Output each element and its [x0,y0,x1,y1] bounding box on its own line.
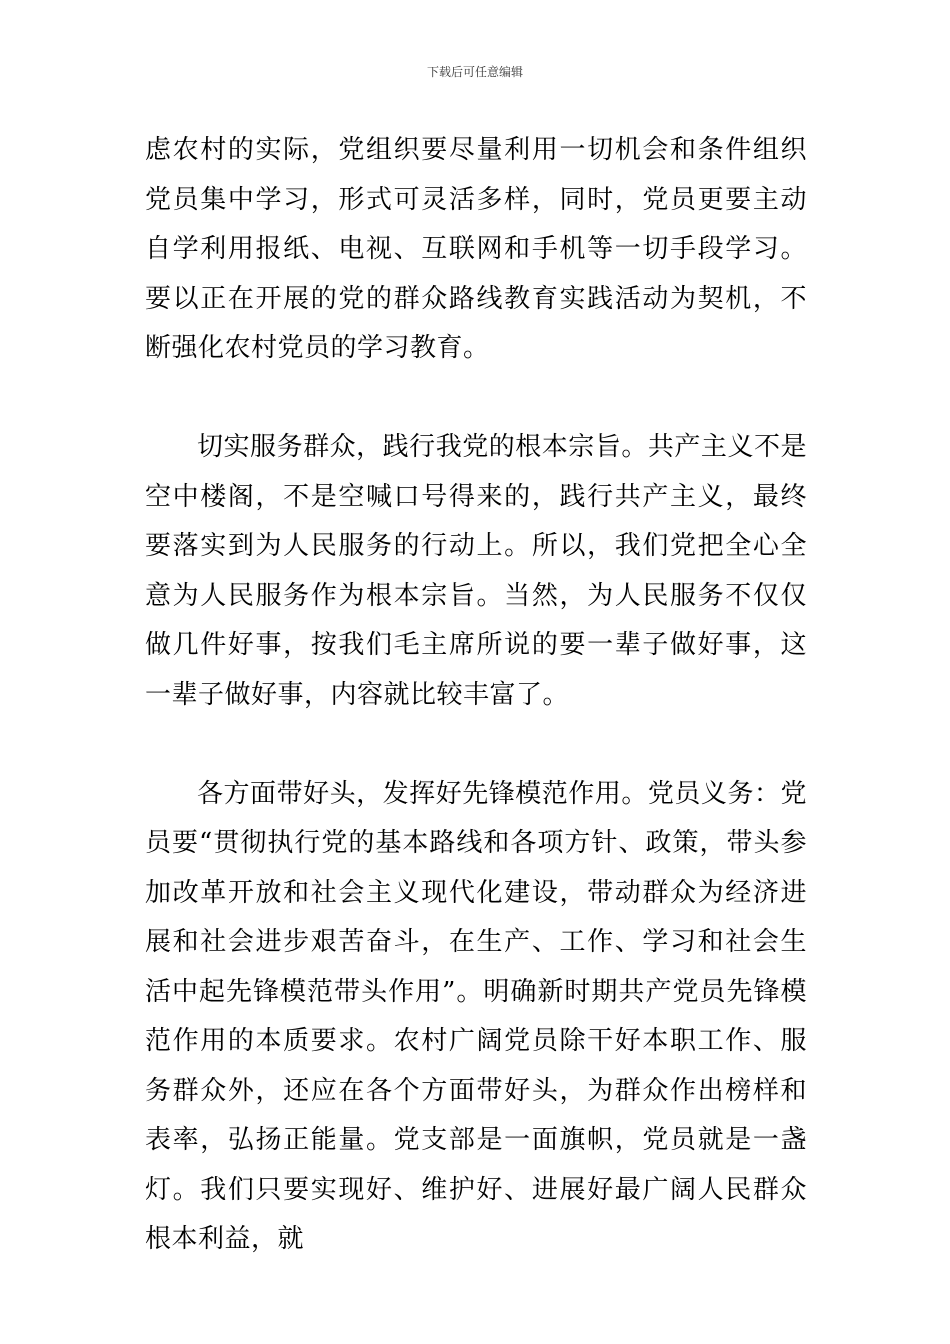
paragraph-3: 各方面带好头，发挥好先锋模范作用。党员义务：党员要“贯彻执行党的基本路线和各项方针、政策，带头参加改革开放和社会主义现代化建设，带动群众为经济进展和社会进步艰苦奋斗，在生产、工作、学习和社会生活中起先锋模范带头作用”。明确新时期共产党员先锋模范作用的本质要求。农村广阔党员除干好本职工作、服务群众外，还应在各个方面带好头，为群众作出榜样和表率，弘扬正能量。党支部是一面旗帜，党员就是一盏灯。我们只要实现好、维护好、进展好最广阔人民群众根本利益，就 [145,778,807,1254]
paragraph-1: 虑农村的实际，党组织要尽量利用一切机会和条件组织党员集中学习，形式可灵活多样，同时，党员更要主动自学利用报纸、电视、互联网和手机等一切手段学习。要以正在开展的党的群众路线教育实践活动为契机，不断强化农村党员的学习教育。 [145,135,807,363]
paragraph-spacer [145,374,807,424]
document-body [145,126,807,1265]
paragraph-spacer [145,720,807,770]
paragraph-2: 切实服务群众，践行我党的根本宗旨。共产主义不是空中楼阁，不是空喊口号得来的，践行共产主义，最终要落实到为人民服务的行动上。所以，我们党把全心全意为人民服务作为根本宗旨。当然，为人民服务不仅仅做几件好事，按我们毛主席所说的要一辈子做好事，这一辈子做好事，内容就比较丰富了。 [145,432,807,710]
page-header: 下载后可任意编辑 [426,65,523,79]
